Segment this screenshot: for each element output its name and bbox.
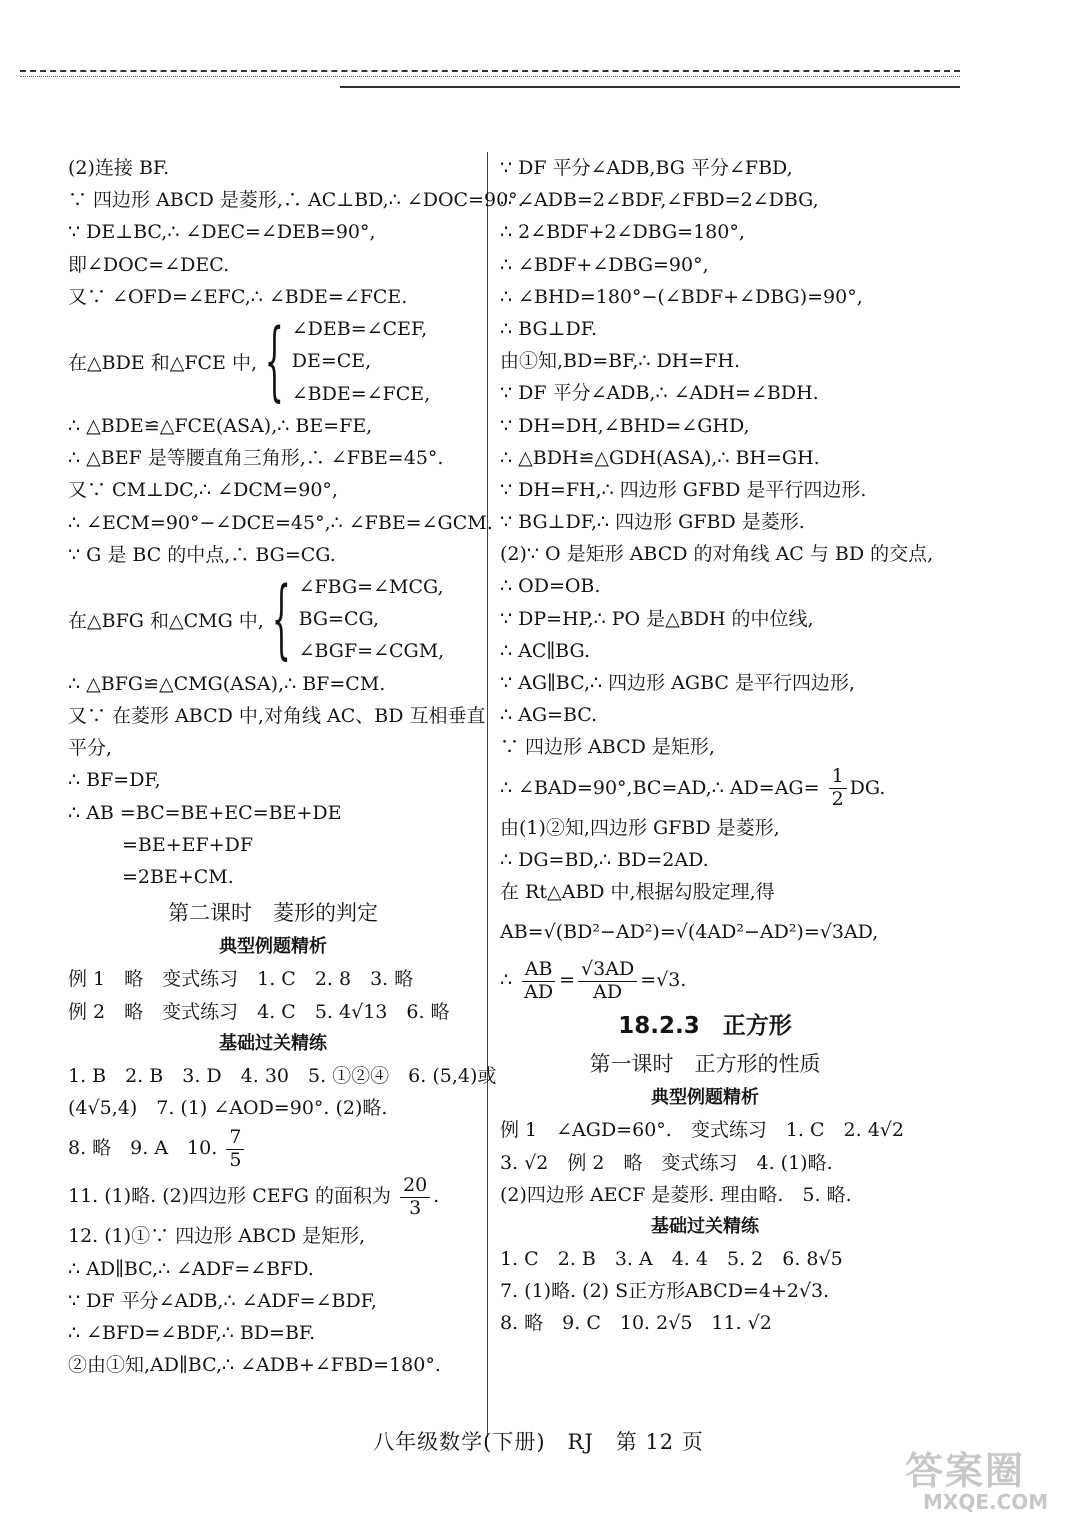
text-line: ∵ G 是 BC 的中点,∴ BG=CG. xyxy=(68,543,336,566)
subsection-title: 基础过关精练 xyxy=(219,1032,327,1054)
answer-text: ∴ ∠BAD=90°,BC=AD,∴ AD=AG= xyxy=(500,776,820,799)
text-line: ∴ AG=BC. xyxy=(500,704,598,727)
text-line: ∴ △BDE≌△FCE(ASA),∴ BE=FE, xyxy=(68,414,373,437)
text-line: ∵ DF 平分∠ADB,BG 平分∠FBD, xyxy=(500,157,793,179)
text-line: ∴ AB =BC=BE+EC=BE+DE xyxy=(68,801,342,824)
fraction xyxy=(226,1127,244,1172)
answer-line: 8. 略 9. C 10. 2√5 11. √2 xyxy=(500,1312,772,1335)
text-line: 即∠DOC=∠DEC. xyxy=(68,253,230,276)
text-line: =2BE+CM. xyxy=(122,866,234,888)
answer-text: =√3. xyxy=(640,969,687,992)
text-line: ∴ BF=DF, xyxy=(68,769,161,792)
text-line: ∴ AC∥BG. xyxy=(500,639,591,662)
text-line: ∴ △BDH≌△GDH(ASA),∴ BH=GH. xyxy=(500,446,820,469)
fraction xyxy=(829,766,847,811)
text-line: (2)∵ O 是矩形 ABCD 的对角线 AC 与 BD 的交点, xyxy=(500,543,934,566)
text-line: ∴ 2∠BDF+2∠DBG=180°, xyxy=(500,221,745,244)
watermark-logo xyxy=(905,1440,1065,1520)
system-item: DE=CE, xyxy=(291,350,372,373)
text-line: 12. (1)①∵ 四边形 ABCD 是矩形, xyxy=(68,1225,366,1248)
system-item: ∠DEB=∠CEF, xyxy=(291,318,428,341)
answer-text: DG. xyxy=(849,776,886,799)
fraction xyxy=(521,959,556,1004)
brace-icon: { xyxy=(264,311,284,412)
section-title: 第一课时 正方形的性质 xyxy=(589,1052,821,1077)
answer-text: 8. 略 9. A 10. xyxy=(68,1137,218,1160)
text-line xyxy=(500,764,910,812)
subsection-title: 典型例题精析 xyxy=(651,1087,759,1109)
text-line: ②由①知,AD∥BC,∴ ∠ADB+∠FBD=180°. xyxy=(68,1354,441,1377)
answer-line: 1. C 2. B 3. A 4. 4 5. 2 6. 8√5 xyxy=(500,1248,843,1271)
section-title: 第二课时 菱形的判定 xyxy=(168,901,378,926)
fraction-denominator: 2 xyxy=(831,788,844,811)
text-line: ∵ 四边形 ABCD 是菱形,∴ AC⊥BD,∴ ∠DOC=90°. xyxy=(68,189,524,212)
fraction-numerator: 7 xyxy=(226,1127,244,1150)
text-line xyxy=(500,956,910,1004)
fraction xyxy=(400,1175,430,1220)
fraction xyxy=(578,959,637,1004)
text-line: ∵ DF 平分∠ADB,∴ ∠ADH=∠BDH. xyxy=(500,382,819,405)
text-line: ∴ ∠BHD=180°−(∠BDF+∠DBG)=90°, xyxy=(500,285,863,308)
text-line: 由①知,BD=BF,∴ DH=FH. xyxy=(500,350,741,373)
subsection-title: 基础过关精练 xyxy=(651,1215,759,1237)
answer-line: 3. √2 例 2 略 变式练习 4. (1)略. xyxy=(500,1151,833,1174)
fraction-numerator: AB xyxy=(522,959,556,982)
text-line: ∴ AD∥BC,∴ ∠ADF=∠BFD. xyxy=(68,1257,314,1280)
chapter-title: 18.2.3 正方形 xyxy=(618,1013,792,1040)
answer-text: ∴ xyxy=(500,969,513,992)
text-line: ∴ ∠ADB=2∠BDF,∠FBD=2∠DBG, xyxy=(500,189,819,212)
answer-text: 11. (1)略. (2)四边形 CEFG 的面积为 xyxy=(68,1185,392,1208)
text-line: 又∵ 在菱形 ABCD 中,对角线 AC、BD 互相垂直 xyxy=(68,705,486,728)
equation-system xyxy=(68,571,478,668)
text-line: ∴ DG=BD,∴ BD=2AD. xyxy=(500,848,709,871)
text-line: 平分, xyxy=(68,737,113,760)
system-item: ∠BDE=∠FCE, xyxy=(291,382,431,405)
brace-icon: { xyxy=(271,569,291,670)
left-column xyxy=(68,152,524,1381)
answer-line: (4√5,4) 7. (1) ∠AOD=90°. (2)略. xyxy=(68,1097,388,1120)
text-line: ∵ DH=FH,∴ 四边形 GFBD 是平行四边形. xyxy=(500,478,867,501)
system-item: ∠BGF=∠CGM, xyxy=(298,640,445,663)
text-line: 又∵ ∠OFD=∠EFC,∴ ∠BDE=∠FCE. xyxy=(68,285,408,308)
text-line: ∴ △BFG≌△CMG(ASA),∴ BF=CM. xyxy=(68,672,386,695)
text-line: ∵ DP=HP,∴ PO 是△BDH 的中位线, xyxy=(500,607,814,630)
text-line: ∴ BG⊥DF. xyxy=(500,317,597,340)
answer-line: 例 2 略 变式练习 4. C 5. 4√13 6. 略 xyxy=(68,1000,450,1023)
fraction-denominator: 3 xyxy=(409,1196,422,1219)
text-line: ∴ OD=OB. xyxy=(500,575,601,598)
right-column xyxy=(500,152,934,1340)
text-line: 由(1)②知,四边形 GFBD 是菱形, xyxy=(500,816,780,839)
text-line: ∵ AG∥BC,∴ 四边形 AGBC 是平行四边形, xyxy=(500,672,856,694)
text-line: ∵ BG⊥DF,∴ 四边形 GFBD 是菱形. xyxy=(500,511,805,534)
fraction-numerator: √3AD xyxy=(578,959,637,982)
text-line: 又∵ CM⊥DC,∴ ∠DCM=90°, xyxy=(68,479,338,502)
answer-line: 例 1 略 变式练习 1. C 2. 8 3. 略 xyxy=(68,968,414,991)
fraction-numerator: 1 xyxy=(829,766,847,789)
system-label: 在△BFG 和△CMG 中, xyxy=(68,609,264,632)
text-line: ∵ 四边形 ABCD 是矩形, xyxy=(500,736,715,759)
text-line: ∵ DE⊥BC,∴ ∠DEC=∠DEB=90°, xyxy=(68,221,376,244)
text-line: 在 Rt△ABD 中,根据勾股定理,得 xyxy=(500,880,775,903)
text-line: ∵ DH=DH,∠BHD=∠GHD, xyxy=(500,414,750,437)
page-footer: 八年级数学(下册) RJ 第 12 页 xyxy=(373,1430,704,1454)
watermark-url: MXQE.COM xyxy=(923,1490,1049,1514)
subsection-title: 典型例题精析 xyxy=(219,936,327,958)
text-line: ∴ ∠BDF+∠DBG=90°, xyxy=(500,253,709,276)
column-divider xyxy=(487,152,488,1437)
answer-line: 7. (1)略. (2) S正方形ABCD=4+2√3. xyxy=(500,1280,830,1303)
text-line: =BE+EF+DF xyxy=(122,833,254,856)
header-rule xyxy=(20,62,960,102)
equation-system xyxy=(68,313,478,410)
answer-text: . xyxy=(433,1185,440,1208)
answer-line xyxy=(68,1124,478,1172)
system-item: ∠FBG=∠MCG, xyxy=(298,576,444,599)
fraction-denominator: AD xyxy=(524,980,554,1003)
system-label: 在△BDE 和△FCE 中, xyxy=(68,351,257,374)
text-line: ∴ △BEF 是等腰直角三角形,∴ ∠FBE=45°. xyxy=(68,447,444,470)
fraction-denominator: 5 xyxy=(229,1148,242,1171)
text-line: (2)连接 BF. xyxy=(68,157,170,179)
system-item: BG=CG, xyxy=(298,608,380,631)
answer-line: 1. B 2. B 3. D 4. 30 5. ①②④ 6. (5,4)或 xyxy=(68,1064,497,1087)
text-line: AB=√(BD²−AD²)=√(4AD²−AD²)=√3AD, xyxy=(500,921,879,944)
answer-line: 例 1 ∠AGD=60°. 变式练习 1. C 2. 4√2 xyxy=(500,1119,904,1142)
fraction-denominator: AD xyxy=(593,980,623,1003)
answer-line xyxy=(68,1172,478,1220)
watermark-text: 答案圈 xyxy=(905,1449,1026,1493)
text-line: ∴ ∠ECM=90°−∠DCE=45°,∴ ∠FBE=∠GCM. xyxy=(68,511,493,534)
answer-text: = xyxy=(559,969,576,992)
answer-line: (2)四边形 AECF 是菱形. 理由略. 5. 略. xyxy=(500,1183,852,1206)
text-line: ∴ ∠BFD=∠BDF,∴ BD=BF. xyxy=(68,1321,316,1344)
fraction-numerator: 20 xyxy=(400,1175,430,1198)
text-line: ∵ DF 平分∠ADB,∴ ∠ADF=∠BDF, xyxy=(68,1289,377,1312)
